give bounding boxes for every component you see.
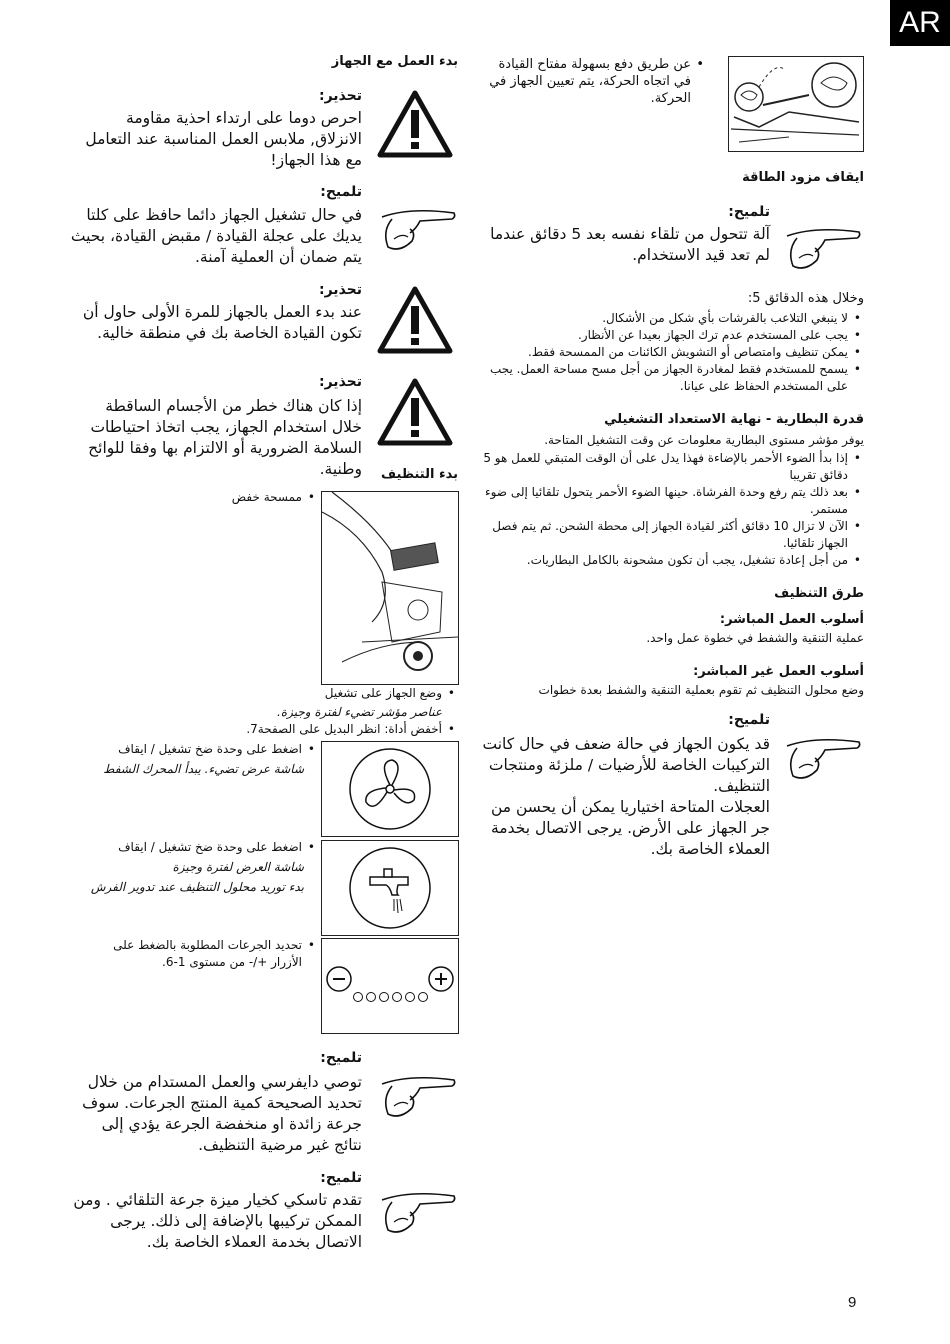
tool-bullet	[150, 721, 456, 738]
fan-icon	[322, 742, 458, 836]
motor-bullet-text: • اضغط على وحدة ضخ تشغيل / ايقاف	[70, 741, 302, 758]
steering-bullet-text: • عن طريق دفع بسهولة مفتاح القيادة في اتجاه الحركة، يتم تعيين الجهاز في الحركة.	[480, 56, 691, 107]
warning-text: احرص دوما على ارتداء احذية مقاومة الانزلاق, ملابس العمل المناسبة عند التعامل مع هذا الجهاز!	[85, 109, 362, 169]
five-minutes-list	[478, 310, 862, 395]
warning-text: عند بدء العمل بالجهاز للمرة الأولى حاول أن تكون القيادة الخاصة بك في منطقة خالية.	[82, 303, 362, 342]
motor-bullet	[70, 741, 316, 758]
plus-button-icon	[429, 967, 453, 991]
tip-label: تلميح:	[320, 1050, 362, 1066]
cleaning-start-title: بدء التنظيف	[381, 467, 458, 482]
pump-note: شاشة العرض لفترة وجيزة	[172, 860, 304, 874]
tip-label: تلميح:	[728, 204, 770, 220]
battery-intro: يوفر مؤشر مستوى البطارية معلومات عن وقت التشغيل المتاحة.	[544, 433, 864, 447]
water-pump-panel	[321, 840, 459, 936]
suction-motor-panel	[321, 741, 459, 837]
dosage-level-indicators	[354, 993, 428, 1002]
methods-title: طرق التنظيف	[774, 586, 864, 601]
switch-on-bullet	[150, 685, 456, 702]
indirect-method-title: أسلوب العمل غير المباشر:	[693, 664, 864, 679]
tool-bullet-text: • أخفض أداة: انظر البديل على الصفحة7.	[150, 721, 442, 738]
tip-text: آلة تتحول من تلقاء نفسه بعد 5 دقائق عندما لم تعد قيد الاستخدام.	[490, 225, 770, 264]
battery-title: قدرة البطارية - نهاية الاستعداد التشغيلي	[604, 412, 864, 427]
list-item: • إذا بدأ الضوء الأحمر بالإضاءة فهذا يدل على أن الوقت المتبقي للعمل هو 5 دقائق تقريبا	[478, 450, 848, 484]
squeegee-bullet-text: • ممسحة خفض	[150, 489, 302, 506]
list-item: • من أجل إعادة تشغيل، يجب أن تكون مشحونة بالكامل البطاريات.	[478, 552, 848, 569]
direct-method-title: أسلوب العمل المباشر:	[719, 612, 864, 627]
power-off-title: ايقاف مزود الطاقة	[742, 170, 864, 185]
list-item: • يمكن تنظيف وامتصاص أو التشويش الكائنات من الممسحة فقط.	[478, 344, 848, 361]
warning-triangle-icon	[377, 90, 453, 158]
indirect-method-text: وضع محلول التنظيف ثم تقوم بعملية التنقية والشفط بعدة خطوات	[538, 683, 864, 697]
page-number: 9	[848, 1294, 857, 1311]
warning-label: تحذير:	[319, 88, 362, 104]
list-item: • يسمح للمستخدم فقط لمغادرة الجهاز من أجل مسح مساحة العمل. يجب على المستخدم الحفاظ على عيانا.	[478, 361, 848, 395]
tip-text: توصي دايفرسي والعمل المستدام من خلال تحديد الصحيحة كمية المنتج الجرعات. سوف جرعة زائدة او منخفضة الجرعة يؤدي إلى نتائج غير مرضية التنظيف.	[82, 1073, 362, 1154]
minus-button-icon	[327, 967, 351, 991]
warning-text: إذا كان هناك خطر من الأجسام الساقطة خلال استخدام الجهاز، يجب اتخاذ احتياطات السلامة الضرورية أو الالتزام بها وفقا للوائح وطنية.	[88, 397, 362, 478]
tip-text: تقدم تاسكي كخيار ميزة جرعة التلقائي . ومن الممكن تركيبها بالإضافة إلى ذلك. يرجى الاتصال بخدمة العملاء الخاصة بك.	[73, 1191, 362, 1251]
list-item: • الآن لا تزال 10 دقائق أكثر لقيادة الجهاز إلى محطة الشحن. ثم يتم فصل الجهاز تلقائيا.	[478, 518, 848, 552]
squeegee-bullet	[150, 489, 316, 506]
tip-text: العجلات المتاحة اختياريا يمكن أن يحسن من جر الجهاز على الأرض. يرجى الاتصال بخدمة العملاء الخاصة بك.	[490, 798, 770, 858]
warning-triangle-icon	[377, 286, 453, 354]
warning-label: تحذير:	[319, 282, 362, 298]
dose-bullet	[90, 937, 316, 971]
steering-illustration	[728, 56, 864, 152]
tip-label: تلميح:	[728, 712, 770, 728]
tip-text: في حال تشغيل الجهاز دائما حافظ على كلتا يديك على عجلة القيادة / مقبض القيادة، بحيث يتم ضمان أن العملية آمنة.	[70, 206, 362, 266]
pointing-hand-icon	[785, 732, 863, 784]
warning-label: تحذير:	[319, 374, 362, 390]
start-work-title: بدء العمل مع الجهاز	[331, 54, 458, 69]
pointing-hand-icon	[380, 1070, 458, 1122]
water-tap-icon	[322, 841, 458, 935]
dose-bullet-text: • تحديد الجرعات المطلوبة بالضغط على الأزرار +/- من مستوى 1-6.	[90, 937, 302, 971]
squeegee-illustration	[321, 491, 459, 685]
battery-list	[478, 450, 862, 569]
indicator-note: عناصر مؤشر تضيء لفترة وجيزة.	[276, 705, 442, 719]
five-minutes-intro: وخلال هذه الدقائق 5:	[747, 291, 864, 306]
tip-label: تلميح:	[320, 184, 362, 200]
direct-method-text: عملية التنقية والشفط في خطوة عمل واحد.	[646, 631, 864, 645]
switch-on-bullet-text: • وضع الجهاز على تشغيل	[150, 685, 442, 702]
pointing-hand-icon	[380, 203, 458, 255]
tip-text: قد يكون الجهاز في حالة ضعف في حال كانت التركيبات الخاصة للأرضيات / ملزئة ومنتجات التنظيف.	[482, 735, 770, 795]
pump-note: بدء توريد محلول التنظيف عند تدوير الفرش	[90, 880, 304, 894]
steering-bullet	[480, 56, 705, 107]
list-item: • يجب على المستخدم عدم ترك الجهاز بعيدا عن الأنظار.	[478, 327, 848, 344]
language-tag: AR	[890, 0, 950, 46]
pump-bullet	[70, 839, 316, 856]
pump-bullet-text: • اضغط على وحدة ضخ تشغيل / ايقاف	[70, 839, 302, 856]
pointing-hand-icon	[785, 222, 863, 274]
list-item: • بعد ذلك يتم رفع وحدة الفرشاة. حينها الضوء الأحمر يتحول تلقائيا إلى ضوء مستمر.	[478, 484, 848, 518]
tip-label: تلميح:	[320, 1170, 362, 1186]
list-item: • لا ينبغي التلاعب بالفرشات بأي شكل من الأشكال.	[478, 310, 848, 327]
pointing-hand-icon	[380, 1186, 458, 1238]
dosage-panel	[321, 938, 459, 1034]
warning-triangle-icon	[377, 378, 453, 446]
motor-note: شاشة عرض تضيء. يبدأ المحرك الشفط	[103, 762, 304, 776]
